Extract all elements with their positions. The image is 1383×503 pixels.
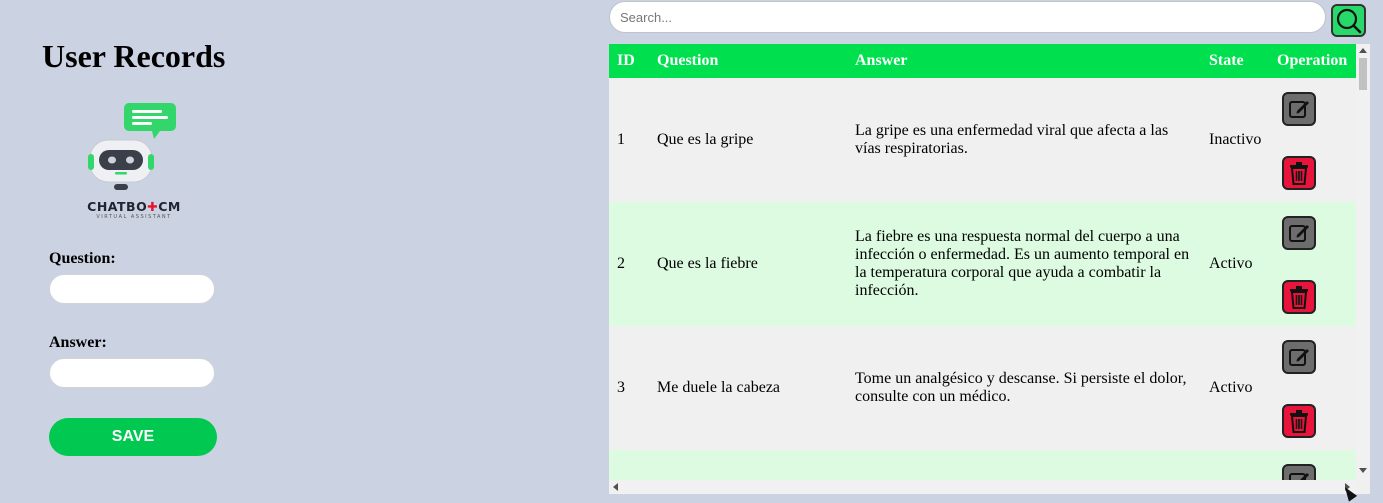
header-operation: Operation — [1277, 52, 1348, 69]
robot-icon — [84, 100, 184, 196]
search-button[interactable] — [1331, 4, 1366, 37]
edit-icon — [1287, 97, 1311, 121]
records-table — [609, 44, 1370, 494]
header-answer: Answer — [855, 52, 908, 69]
logo-wordmark: CHATBO✚CM — [87, 199, 181, 214]
header-question: Question — [657, 52, 719, 69]
row-state: Inactivo — [1209, 131, 1262, 148]
delete-button[interactable] — [1282, 280, 1316, 314]
row-question: Que es la gripe — [657, 131, 754, 148]
row-id: 3 — [617, 379, 625, 396]
answer-input[interactable] — [49, 358, 215, 388]
edit-button[interactable] — [1282, 216, 1316, 250]
header-id: ID — [617, 52, 635, 69]
scroll-down-arrow-icon[interactable] — [1359, 468, 1367, 473]
trash-icon — [1288, 161, 1310, 185]
delete-button[interactable] — [1282, 156, 1316, 190]
row-state: Activo — [1209, 379, 1253, 396]
row-question: Me duele la cabeza — [657, 379, 781, 396]
chatbot-logo — [84, 100, 184, 225]
edit-button[interactable] — [1282, 92, 1316, 126]
search-input[interactable] — [609, 1, 1326, 33]
trash-icon — [1288, 409, 1310, 433]
row-id: 2 — [617, 255, 625, 272]
question-input[interactable] — [49, 274, 215, 304]
save-button[interactable]: SAVE — [49, 418, 217, 456]
row-answer: La fiebre es una respuesta normal del cuerpo a una infección o enfermedad. Es un aumento temporal en la temperatura corporal que ayuda a combatir la infección. — [855, 228, 1190, 299]
edit-icon — [1287, 221, 1311, 245]
row-state: Activo — [1209, 255, 1253, 272]
row-answer: La gripe es una enfermedad viral que afecta a las vías respiratorias. — [855, 122, 1169, 157]
logo-subtitle: VIRTUAL ASSISTANT — [96, 214, 172, 220]
answer-label: Answer: — [49, 334, 107, 351]
edit-button[interactable] — [1282, 340, 1316, 374]
table-row — [609, 202, 1356, 326]
header-state: State — [1209, 52, 1244, 69]
row-id: 1 — [617, 131, 625, 148]
delete-button[interactable] — [1282, 404, 1316, 438]
horizontal-scrollbar[interactable] — [609, 480, 1356, 494]
row-question: Que es la fiebre — [657, 255, 758, 272]
table-header — [609, 44, 1356, 78]
question-label: Question: — [49, 250, 116, 267]
row-answer: Tome un analgésico y descanse. Si persiste el dolor, consulte con un médico. — [855, 370, 1187, 405]
table-row — [609, 326, 1356, 450]
scroll-up-arrow-icon[interactable] — [1359, 48, 1367, 53]
edit-icon — [1287, 345, 1311, 369]
trash-icon — [1288, 285, 1310, 309]
page-title: User Records — [42, 38, 226, 74]
scrollbar-thumb[interactable] — [1359, 58, 1367, 90]
search-icon — [1335, 7, 1363, 35]
scroll-left-arrow-icon[interactable] — [613, 483, 618, 491]
table-row — [609, 78, 1356, 202]
vertical-scrollbar[interactable] — [1356, 44, 1370, 480]
